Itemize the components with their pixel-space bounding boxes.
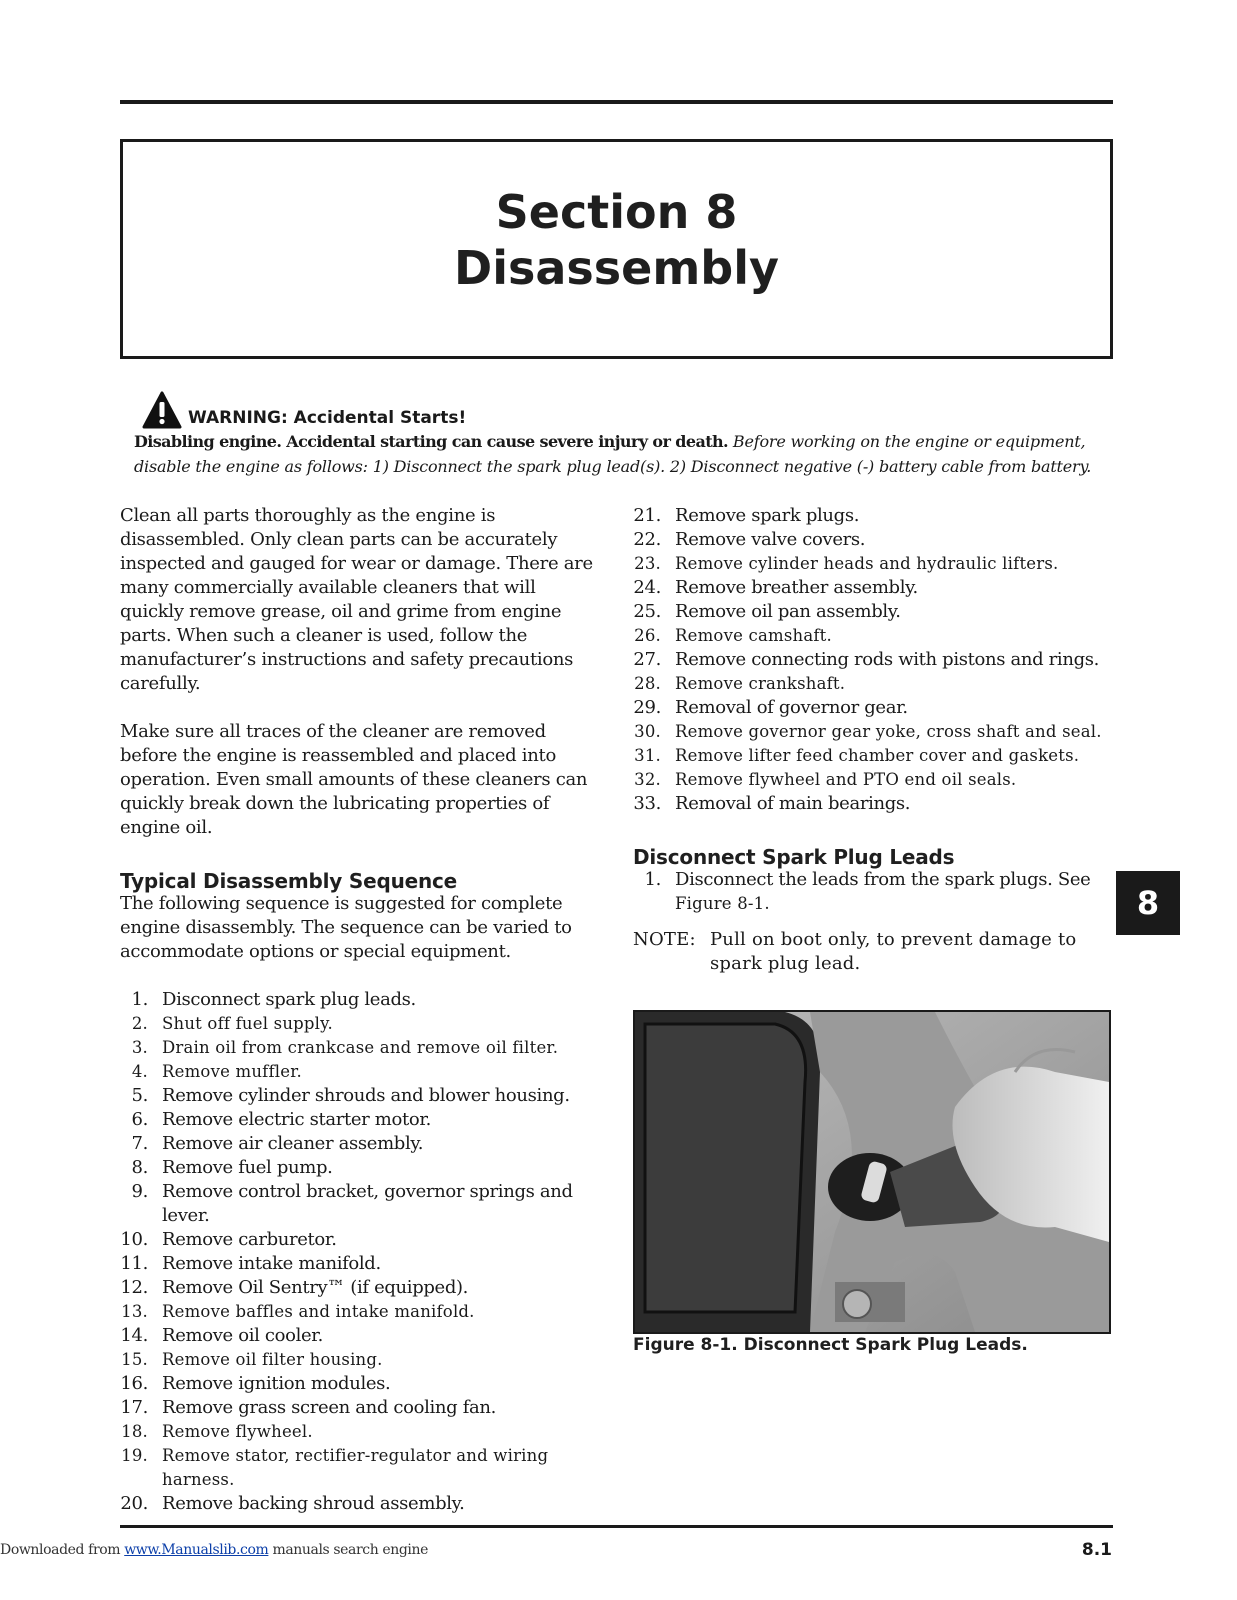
list-item: 10. Remove carburetor. [120,1229,337,1250]
list-item: 29. Removal of governor gear. [633,697,908,718]
intro-paragraph-2: Make sure all traces of the cleaner are removed before the engine is reassembled and placed into operation. Even small amounts of these cleaners can quickly break down the lubricating properties of engine oil. [120,721,588,838]
warning-heading [134,385,1114,429]
warning-triangle-icon [142,391,182,429]
list-item: 3. Drain oil from crankcase and remove oil filter. [131,1038,559,1057]
sequence-intro: The following sequence is suggested for complete engine disassembly. The sequence can be varied to accommodate options or special equipment. [120,893,572,962]
warning-italic-text-b: disable the engine as follows: 1) Disconnect the spark plug lead(s). 2) Disconnect negative (-) battery cable from battery. [134,457,1092,476]
bottom-rule [120,1525,1113,1528]
note [633,928,1118,976]
warning-bold-text: Disabling engine. Accidental starting can cause severe injury or death. [134,432,729,451]
list-item: 18. Remove flywheel. [121,1422,313,1441]
sequence-heading: Typical Disassembly Sequence [120,869,458,893]
list-item: 28. Remove crankshaft. [634,674,846,693]
list-item: 13. Remove baffles and intake manifold. [121,1302,475,1321]
section-tab: 8 [1116,871,1180,935]
section-number: Section 8 [495,185,738,239]
list-item: 4. Remove muffler. [131,1062,302,1081]
list-item: 6. Remove electric starter motor. [131,1109,432,1130]
list-item: 17. Remove grass screen and cooling fan. [120,1397,497,1418]
left-column [120,504,600,1516]
section-title: Disassembly [454,241,779,295]
list-item: 20. Remove backing shroud assembly. [120,1493,465,1514]
list-item: 31. Remove lifter feed chamber cover and gaskets. [634,746,1080,765]
list-item: 30. Remove governor gear yoke, cross shaft and seal. [634,722,1102,741]
list-item: 5. Remove cylinder shrouds and blower housing. [131,1085,570,1106]
intro-paragraph-1: Clean all parts thoroughly as the engine is disassembled. Only clean parts can be accurately inspected and gauged for wear or damage. There are many commercially available cleaners that will quickly remove grease, oil and grime from engine parts. When such a cleaner is used, follow the manufacturer’s instructions and safety precautions carefully. [120,505,593,694]
right-column [633,504,1118,976]
spark-steps [633,868,1118,916]
list-item: 19. Remove stator, rectifier-regulator and wiring harness. [121,1446,549,1489]
list-item: 27. Remove connecting rods with pistons and rings. [633,649,1099,670]
section-title-box [120,139,1113,359]
list-item: 26. Remove camshaft. [634,626,832,645]
footer-link[interactable]: www.Manualslib.com [124,1542,269,1558]
warning-title: WARNING: Accidental Starts! [188,408,467,428]
figure-photo [633,1010,1111,1334]
list-item: 24. Remove breather assembly. [633,577,918,598]
list-item: 15. Remove oil filter housing. [121,1350,383,1369]
list-item: 16. Remove ignition modules. [120,1373,391,1394]
spark-heading: Disconnect Spark Plug Leads [633,845,955,869]
warning-text [134,429,1114,479]
warning-block [134,385,1114,479]
list-item: 33. Removal of main bearings. [633,793,911,814]
list-item: 14. Remove oil cooler. [120,1325,323,1346]
list-item: 1. Disconnect spark plug leads. [131,989,416,1010]
list-item: 8. Remove fuel pump. [131,1157,333,1178]
list-item: 22. Remove valve covers. [633,529,866,550]
footer-prefix: Downloaded from [0,1542,125,1558]
page-number: 8.1 [1081,1540,1112,1560]
warning-italic-text-a: Before working on the engine or equipment, [728,432,1086,451]
list-item: 12. Remove Oil Sentry™ (if equipped). [120,1277,469,1298]
note-label: NOTE: [633,929,696,950]
list-item: 25. Remove oil pan assembly. [633,601,901,622]
list-item: 1. Disconnect the leads from the spark plugs. See Figure 8-1. [644,869,1091,913]
list-item: 32. Remove flywheel and PTO end oil seals. [634,770,1017,789]
top-rule [120,100,1113,104]
list-item: 21. Remove spark plugs. [633,505,860,526]
figure-caption: Figure 8-1. Disconnect Spark Plug Leads. [633,1335,1028,1355]
list-item: 23. Remove cylinder heads and hydraulic lifters. [634,554,1059,573]
spark-plug-photo [635,1012,1109,1332]
sequence-list-right [633,504,1118,816]
list-item: 7. Remove air cleaner assembly. [131,1133,424,1154]
footer-suffix: manuals search engine [268,1542,429,1558]
note-text: Pull on boot only, to prevent damage to spark plug lead. [710,929,1077,974]
list-item: 11. Remove intake manifold. [120,1253,381,1274]
list-item: 9. Remove control bracket, governor springs and lever. [131,1181,573,1226]
list-item: 2. Shut off fuel supply. [131,1014,333,1033]
sequence-list-left [120,988,600,1516]
footer [0,1542,428,1558]
